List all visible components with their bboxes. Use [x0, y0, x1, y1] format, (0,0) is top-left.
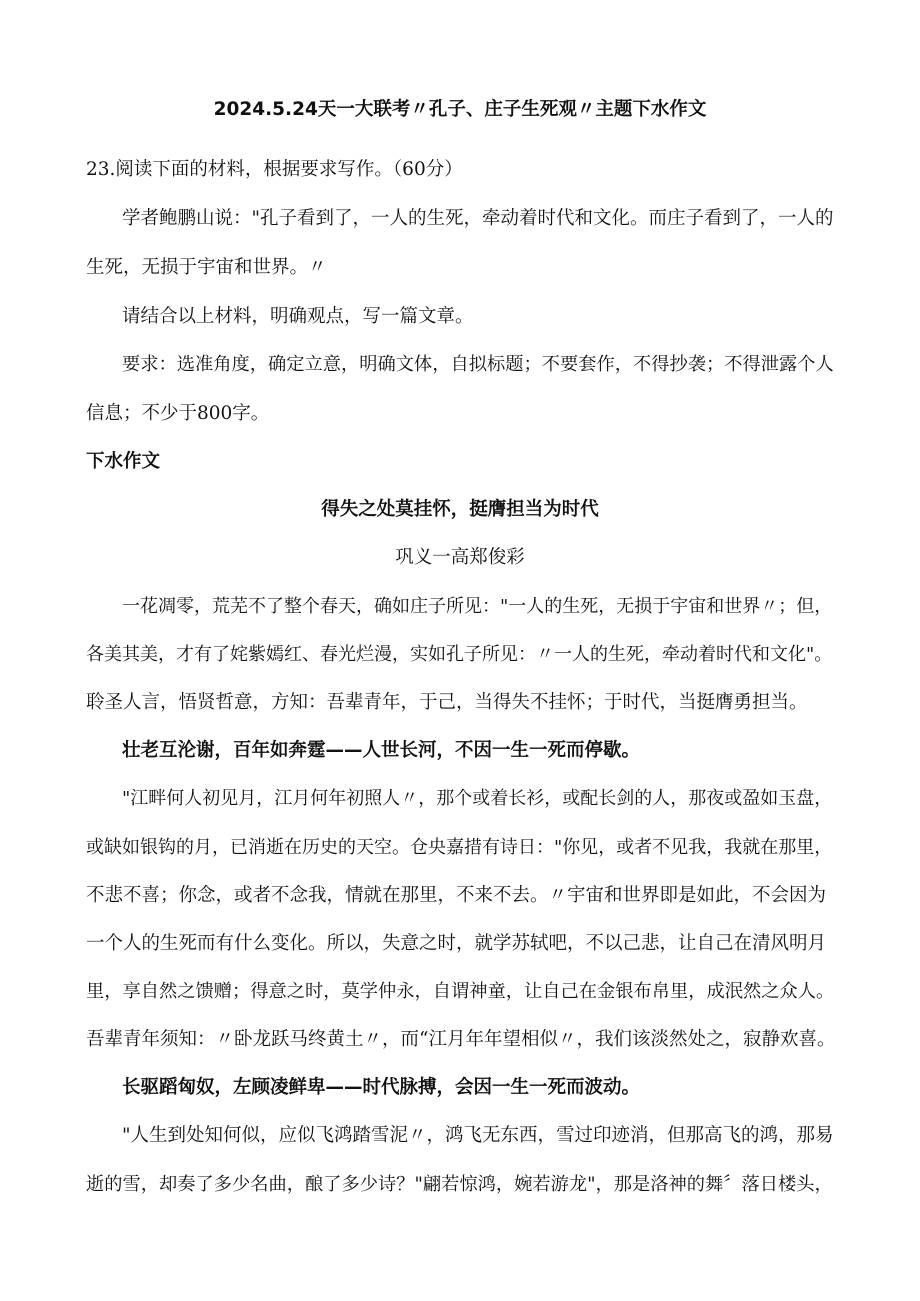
essay-paragraph-line: 一个人的生死而有什么变化。所以，失意之时，就学苏轼吧，不以己悲，让自己在清风明月 — [86, 933, 827, 954]
essay-paragraph-line: 一花凋零，荒芜不了整个春天，确如庄子所见："一人的生死，无损于宇宙和世界〃；但， — [122, 596, 833, 617]
essay-paragraph-line: "江畔何人初见月，江月何年初照人〃，那个或着长衫，或配长剑的人，那夜或盈如玉盘， — [122, 788, 833, 809]
essay-subheading: 壮老互沦谢，百年如奔霆——人世长河，不因一生一死而停歇。 — [122, 740, 641, 761]
essay-paragraph-line: "人生到处知何似，应似飞鸿踏雪泥〃，鸿飞无东西，雪过印迹消，但那高飞的鸿，那易 — [122, 1125, 834, 1146]
essay-paragraph-line: 聆圣人言，悟贤哲意，方知：吾辈青年，于己，当得失不挂怀；于时代，当挺膺勇担当。 — [86, 692, 808, 713]
document-title: 2024.5.24天一大联考〃孔子、庄子生死观〃主题下水作文 — [213, 99, 707, 120]
essay-author: 巩义一高郑俊彩 — [395, 547, 525, 568]
essay-paragraph-line: 吾辈青年须知：〃卧龙跃马终黄土〃，而“江月年年望相似〃，我们该淡然处之，寂静欢喜。 — [86, 1029, 836, 1050]
essay-subheading: 长驱蹈匈奴，左顾凌鲜卑——时代脉搏，会因一生一死而波动。 — [122, 1077, 641, 1098]
essay-paragraph-line: 里，享自然之馈赠；得意之时，莫学仲永，自谓神童，让自己在金银布帛里，成泯然之众人。 — [86, 981, 835, 1002]
requirements-text: 要求：选准角度，确定立意，明确文体，自拟标题；不要套作，不得抄袭；不得泄露个人 — [122, 354, 834, 375]
essay-title: 得失之处莫挂怀，挺膺担当为时代 — [321, 499, 599, 520]
essay-paragraph-line: 或缺如银钩的月，已消逝在历史的天空。仓央嘉措有诗日："你见，或者不见我，我就在那里， — [86, 837, 833, 858]
material-text: 生死，无损于宇宙和世界。〃 — [86, 257, 327, 278]
instruction-text: 请结合以上材料，明确观点，写一篇文章。 — [122, 306, 474, 327]
essay-paragraph-line: 各美其美，才有了姹紫嫣红、春光烂漫，实如孔子所见：〃一人的生死，牵动着时代和文化"。 — [86, 644, 833, 665]
essay-paragraph-line: 不悲不喜；你念，或者不念我，情就在那里，不来不去。〃宇宙和世界即是如此，不会因为 — [86, 885, 827, 906]
question-line: 23.阅读下面的材料，根据要求写作。（60分） — [86, 159, 463, 180]
section-label: 下水作文 — [86, 451, 161, 472]
requirements-text: 信息；不少于800字。 — [86, 403, 270, 424]
essay-paragraph-line: 逝的雪，却奏了多少名曲，酿了多少诗？"翩若惊鸿，婉若游龙"，那是洛神的舞〞落日楼头， — [86, 1174, 833, 1195]
material-text: 学者鲍鹏山说："孔子看到了，一人的生死，牵动着时代和文化。而庄子看到了，一人的 — [122, 208, 834, 229]
